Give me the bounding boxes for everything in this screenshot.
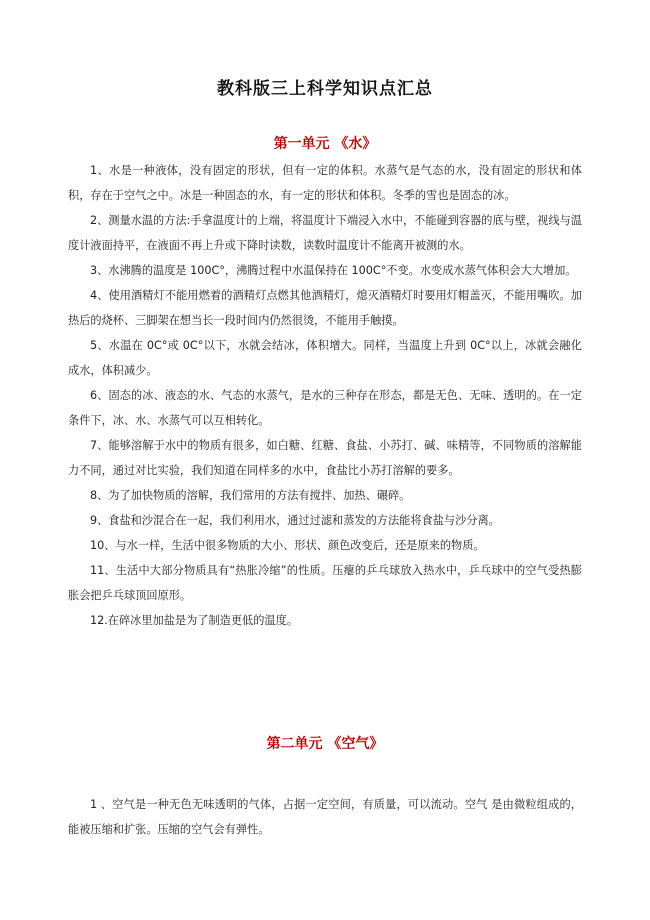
unit-1-item-12: 12.在碎冰里加盐是为了制造更低的温度。	[90, 614, 298, 627]
unit-1-item-5: 5、水温在 0C°或 0C°以下，水就会结冰，体积增大。同样，当温度上升到 0C°以上，冰就会融化成水，体积减少。	[68, 339, 582, 377]
unit-1-item-4: 4、使用酒精灯不能用燃着的酒精灯点燃其他酒精灯，熄灭酒精灯时要用灯帽盖灭，不能用嘴吹。加热后的烧杯、三脚架在想当长一段时间内仍然很烫，不能用手触摸。	[68, 289, 582, 327]
unit-1-content	[68, 158, 582, 633]
document-title: 教科版三上科学知识点汇总	[217, 79, 433, 99]
unit-1-item-3: 3、水沸腾的温度是 100C°，沸腾过程中水温保持在 100C°不变。水变成水蒸气体积会大大增加。	[90, 264, 577, 277]
unit-1-item-1: 1、水是一种液体，没有固定的形状，但有一定的体积。水蒸气是气态的水，没有固定的形状和体积，存在于空气之中。冰是一种固态的水，有一定的形状和体积。冬季的雪也是固态的冰。	[68, 164, 582, 202]
unit-1-item-6: 6、固态的冰、液态的水、气态的水蒸气，是水的三种存在形态，都是无色、无味、透明的。在一定条件下，冰、水、水蒸气可以互相转化。	[68, 389, 582, 427]
unit-1-item-9: 9、食盐和沙混合在一起，我们利用水，通过过滤和蒸发的方法能将食盐与沙分离。	[90, 514, 500, 527]
unit-1-item-2: 2、测量水温的方法:手拿温度计的上端，将温度计下端浸入水中，不能碰到容器的底与壁，视线与温度计液面持平，在液面不再上升或下降时读数，读数时温度计不能离开被测的水。	[68, 214, 582, 252]
unit-1-heading: 第一单元 《水》	[273, 136, 377, 152]
unit-1-item-10: 10、与水一样，生活中很多物质的大小、形状、颜色改变后，还是原来的物质。	[90, 539, 485, 552]
unit-2-item-1: 1 、空气是一种无色无味透明的气体，占据一定空间，有质量，可以流动。空气 是由微粒组成的，能被压缩和扩张。压缩的空气会有弹性。	[68, 798, 582, 836]
unit-2-content	[68, 792, 582, 842]
unit-1-item-7: 7、能够溶解于水中的物质有很多，如白糖、红糖、食盐、小苏打、碱、味精等，不同物质的溶解能力不同，通过对比实验，我们知道在同样多的水中，食盐比小苏打溶解的要多。	[68, 439, 582, 477]
unit-1-item-8: 8、为了加快物质的溶解，我们常用的方法有搅拌、加热、碾碎。	[90, 489, 411, 502]
unit-1-item-11: 11、生活中大部分物质具有“热胀冷缩”的性质。压瘪的乒乓球放入热水中，乒乓球中的空气受热膨胀会把乒乓球顶回原形。	[68, 564, 582, 602]
unit-2-heading: 第二单元 《空气》	[266, 736, 384, 752]
